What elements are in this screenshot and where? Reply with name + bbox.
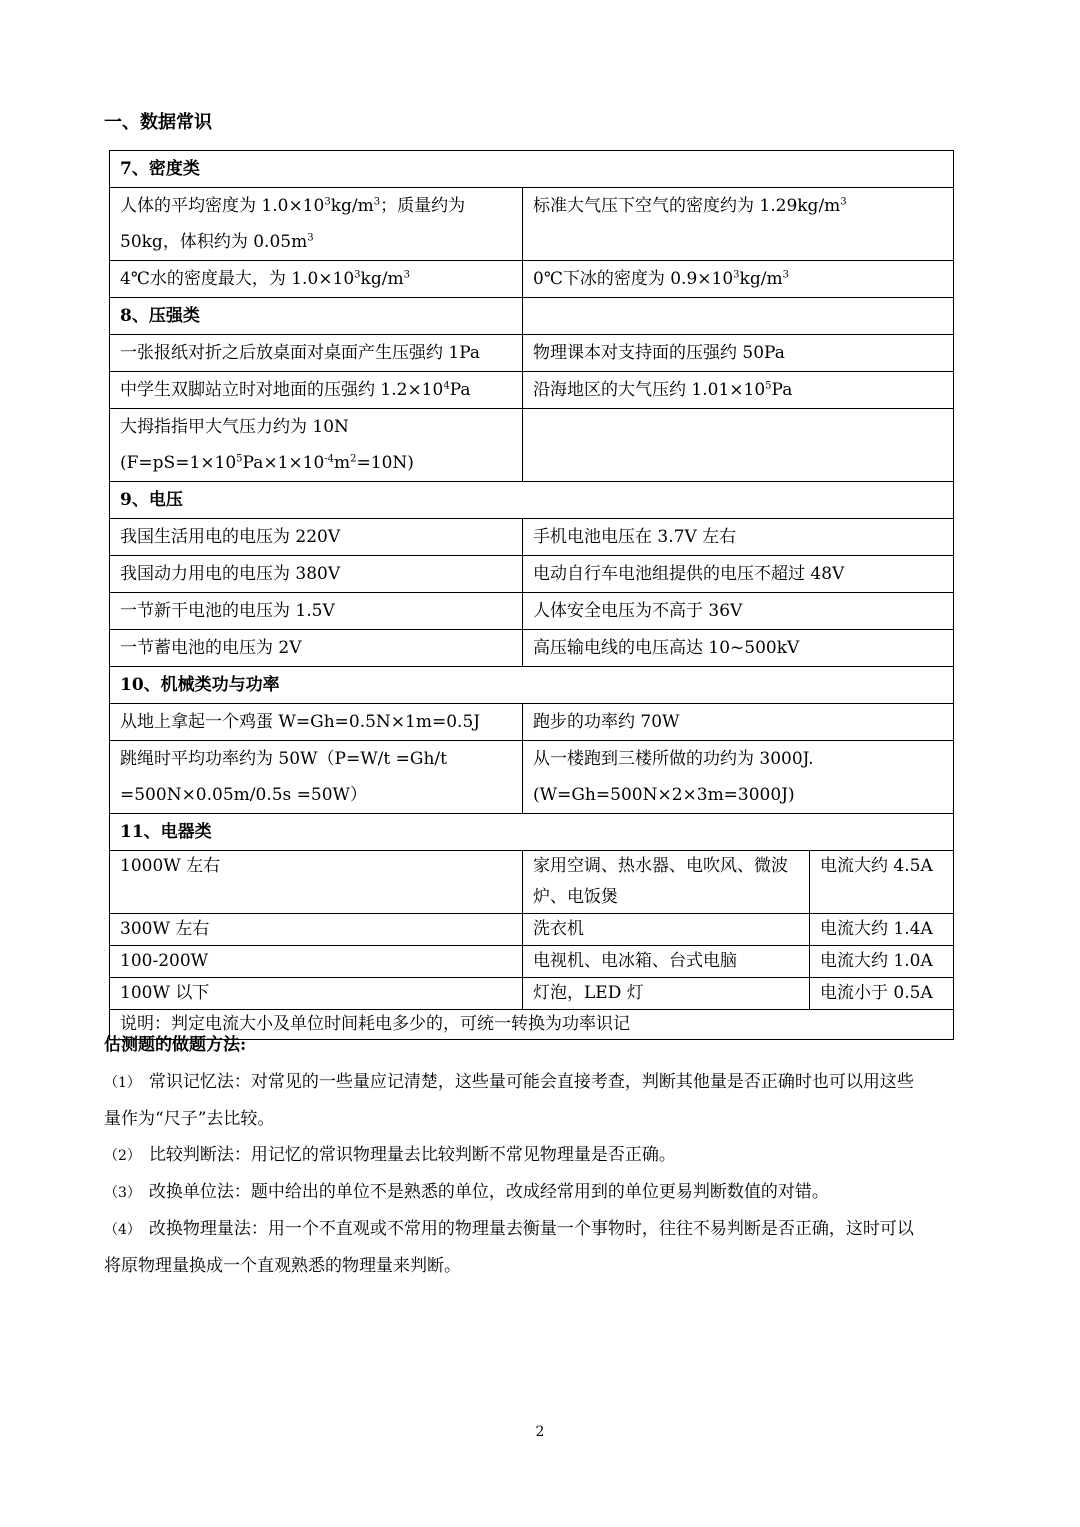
table-cell-empty [523,409,954,482]
table-cell: 跑步的功率约 70W [523,704,954,741]
page-title: 一、数据常识 [104,112,212,133]
appliance-devices: 家用空调、热水器、电吹风、微波炉、电饭煲 [523,851,810,914]
table-cell-empty [523,298,954,335]
section-title: 10、机械类功与功率 [110,667,954,704]
table-cell: 跳绳时平均功率约为 50W（P=W/t =Gh/t =500N×0.05m/0.5s =50W） [110,741,523,814]
section-heading-density [110,151,954,188]
reference-table [109,150,954,1040]
methods-section [104,1030,924,1284]
table-cell: 人体的平均密度为 $1.0\times 10^3kg/m^3$；质量约为 50kg，体积约为 $0.05m^3$ [110,188,523,261]
appliance-power: 300W 左右 [110,914,523,946]
table-cell: 一节蓄电池的电压为 2V [110,630,523,667]
table-cell: 物理课本对支持面的压强约 50Pa [523,335,954,372]
table-row [110,519,954,556]
table-cell: 电动自行车电池组提供的电压不超过 48V [523,556,954,593]
table-row [110,372,954,409]
appliance-current: 电流大约 1.0A [810,946,954,978]
table-row [110,851,954,914]
method-item: （3） 改换单位法：题中给出的单位不是熟悉的单位，改成经常用到的单位更易判断数值的对错。 [104,1182,829,1202]
table-row [110,261,954,298]
table-cell: 一节新干电池的电压为 1.5V [110,593,523,630]
page-number: 2 [535,1424,545,1440]
table-row [110,335,954,372]
appliance-devices: 电视机、电冰箱、台式电脑 [523,946,810,978]
section-title: 8、压强类 [110,298,523,335]
method-item: （4） 改换物理量法：用一个不直观或不常用的物理量去衡量一个事物时，往往不易判断是否正确，这时可以将原物理量换成一个直观熟悉的物理量来判断。 [104,1219,914,1276]
methods-heading: 估测题的做题方法: [104,1035,247,1055]
table-row [110,556,954,593]
section-heading-appliances [110,814,954,851]
appliance-power: 100-200W [110,946,523,978]
table-cell: 手机电池电压在 3.7V 左右 [523,519,954,556]
table-row [110,914,954,946]
appliance-current: 电流大约 1.4A [810,914,954,946]
table-cell: 4℃水的密度最大，为 $1.0\times 10^3kg/m^3$ [110,261,523,298]
table-cell: 高压输电线的电压高达 10~500kV [523,630,954,667]
table-cell: 0℃下冰的密度为 $0.9\times 10^3kg/m^3$ [523,261,954,298]
section-title: 11、电器类 [110,814,954,851]
table-cell: 人体安全电压为不高于 36V [523,593,954,630]
table-cell: 我国生活用电的电压为 220V [110,519,523,556]
table-cell: 大拇指指甲大气压力约为 10N $(F=pS=1\times 10^5Pa\times 1\times 10^{-4}m^2=10N)$ [110,409,523,482]
table-row [110,188,954,261]
appliance-current: 电流小于 0.5A [810,978,954,1010]
method-item: （2） 比较判断法：用记忆的常识物理量去比较判断不常见物理量是否正确。 [104,1145,676,1165]
table-cell: 一张报纸对折之后放桌面对桌面产生压强约 1Pa [110,335,523,372]
table-row [110,630,954,667]
section-heading-pressure [110,298,954,335]
table-row [110,409,954,482]
table-row [110,946,954,978]
method-item: （1） 常识记忆法：对常见的一些量应记清楚，这些量可能会直接考查，判断其他量是否正确时也可以用这些量作为“尺子”去比较。 [104,1072,914,1129]
table-cell: 沿海地区的大气压约 $1.01\times 10^5Pa$ [523,372,954,409]
section-heading-work-power [110,667,954,704]
table-row [110,741,954,814]
section-title: 7、密度类 [110,151,954,188]
table-row [110,704,954,741]
appliance-power: 100W 以下 [110,978,523,1010]
appliance-power: 1000W 左右 [110,851,523,914]
table-cell: 我国动力用电的电压为 380V [110,556,523,593]
appliance-current: 电流大约 4.5A [810,851,954,914]
appliance-devices: 洗衣机 [523,914,810,946]
table-cell: 从地上拿起一个鸡蛋 W=Gh=0.5N×1m=0.5J [110,704,523,741]
table-cell: 中学生双脚站立时对地面的压强约 $1.2\times 10^4Pa$ [110,372,523,409]
table-row [110,978,954,1010]
table-cell: 从一楼跑到三楼所做的功约为 3000J. (W=Gh=500N×2×3m=3000J) [523,741,954,814]
section-heading-voltage [110,482,954,519]
table-cell: 标准大气压下空气的密度约为 $1.29kg/m^3$ [523,188,954,261]
appliance-devices: 灯泡，LED 灯 [523,978,810,1010]
section-title: 9、电压 [110,482,954,519]
table-note: 说明：判定电流大小及单位时间耗电多少的，可统一转换为功率识记 [110,1010,954,1040]
table-row [110,593,954,630]
